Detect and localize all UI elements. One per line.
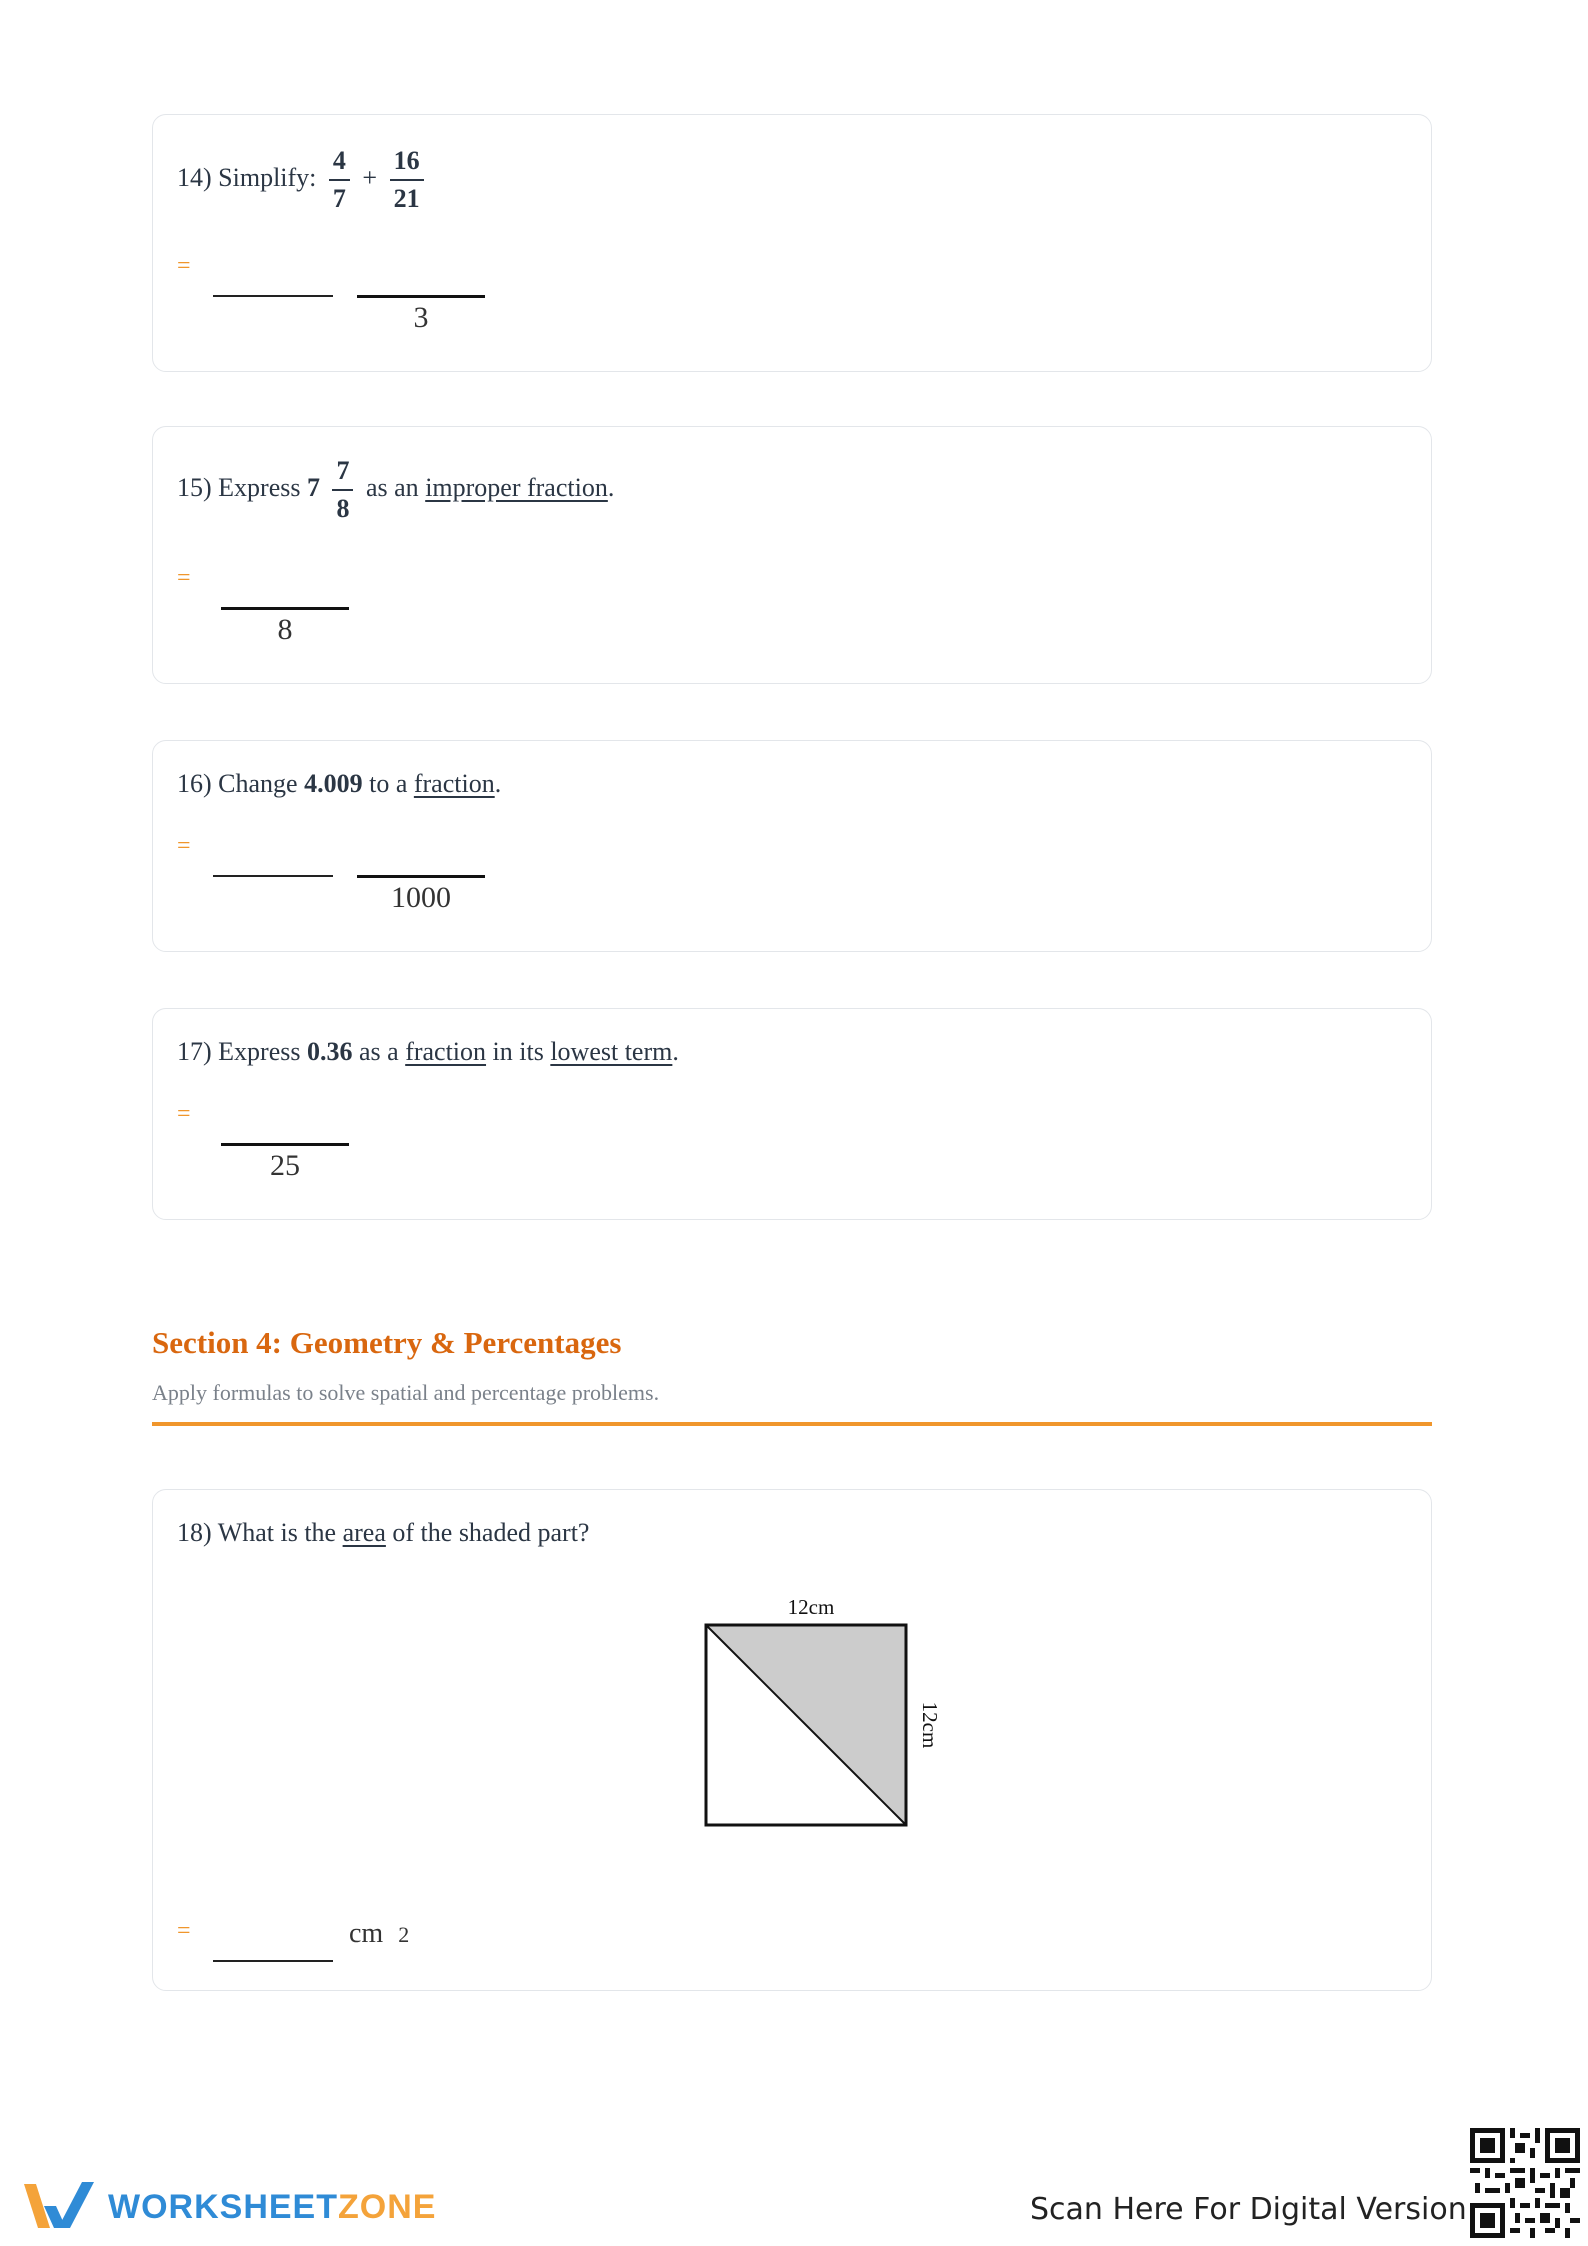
term-link[interactable]: improper fraction	[425, 472, 608, 502]
denominator: 8	[277, 613, 293, 646]
section-divider	[152, 1422, 1432, 1426]
value: 4.009	[304, 769, 363, 798]
equals-sign: =	[177, 565, 191, 591]
question-text: 18) What is the area of the shaded part?	[177, 1518, 590, 1547]
question-label: 14) Simplify:	[177, 162, 317, 192]
whole-number: 7	[306, 472, 320, 502]
denominator: 25	[270, 1149, 300, 1182]
square-diagram	[673, 1590, 993, 1870]
equals-sign: =	[177, 1101, 191, 1127]
question-card-15	[152, 426, 1432, 684]
section-subtitle: Apply formulas to solve spatial and percentage problems.	[152, 1380, 660, 1405]
value: 0.36	[306, 1037, 353, 1066]
answer-blank[interactable]	[221, 607, 349, 610]
term-link[interactable]: fraction	[413, 769, 495, 798]
brand-logo-text: WORKSHEETZONE	[108, 2188, 437, 2226]
fraction-bar	[357, 875, 485, 878]
question-card-16	[152, 740, 1432, 952]
fraction: $\frac{4}{7}$	[329, 143, 350, 217]
section-title: Section 4: Geometry & Percentages	[152, 1325, 622, 1360]
denominator: 3	[413, 301, 429, 334]
question-text: 16) Change 4.009 to a fraction.	[177, 769, 502, 798]
answer-blank[interactable]	[221, 1143, 349, 1146]
worksheetzone-logo-icon	[20, 2176, 100, 2236]
scan-label: Scan Here For Digital Version	[1030, 2192, 1467, 2227]
unit-exponent: 2	[398, 1922, 410, 1947]
equals-sign: =	[177, 1918, 191, 1944]
term-link[interactable]: lowest term	[550, 1037, 673, 1066]
answer-blank[interactable]	[213, 295, 333, 297]
unit-label: cm 2	[349, 1918, 410, 1949]
fraction: $\frac{16}{21}$	[390, 143, 424, 217]
fraction: $\frac{7}{8}$	[332, 453, 353, 527]
question-card-18	[152, 1489, 1432, 1991]
question-text: 17) Express 0.36 as a fraction in its lowest term.	[177, 1037, 679, 1066]
qr-code-icon[interactable]	[1470, 2128, 1580, 2238]
equals-sign: =	[177, 833, 191, 859]
plus-sign: +	[362, 162, 378, 192]
answer-blank[interactable]	[213, 875, 333, 877]
equals-sign: =	[177, 253, 191, 279]
question-card-14	[152, 114, 1432, 372]
question-text: 15) Express 7 $\frac{7}{8}$ as an improper fraction.	[177, 453, 614, 527]
question-text	[177, 143, 430, 217]
top-dimension-label: 12cm	[787, 1595, 835, 1619]
denominator: 1000	[391, 881, 451, 914]
answer-blank[interactable]	[213, 1960, 333, 1962]
fraction-bar	[357, 295, 485, 298]
side-dimension-label: 12cm	[918, 1701, 942, 1749]
term-link[interactable]: fraction	[405, 1037, 487, 1066]
term-link[interactable]: area	[342, 1518, 386, 1547]
question-card-17	[152, 1008, 1432, 1220]
